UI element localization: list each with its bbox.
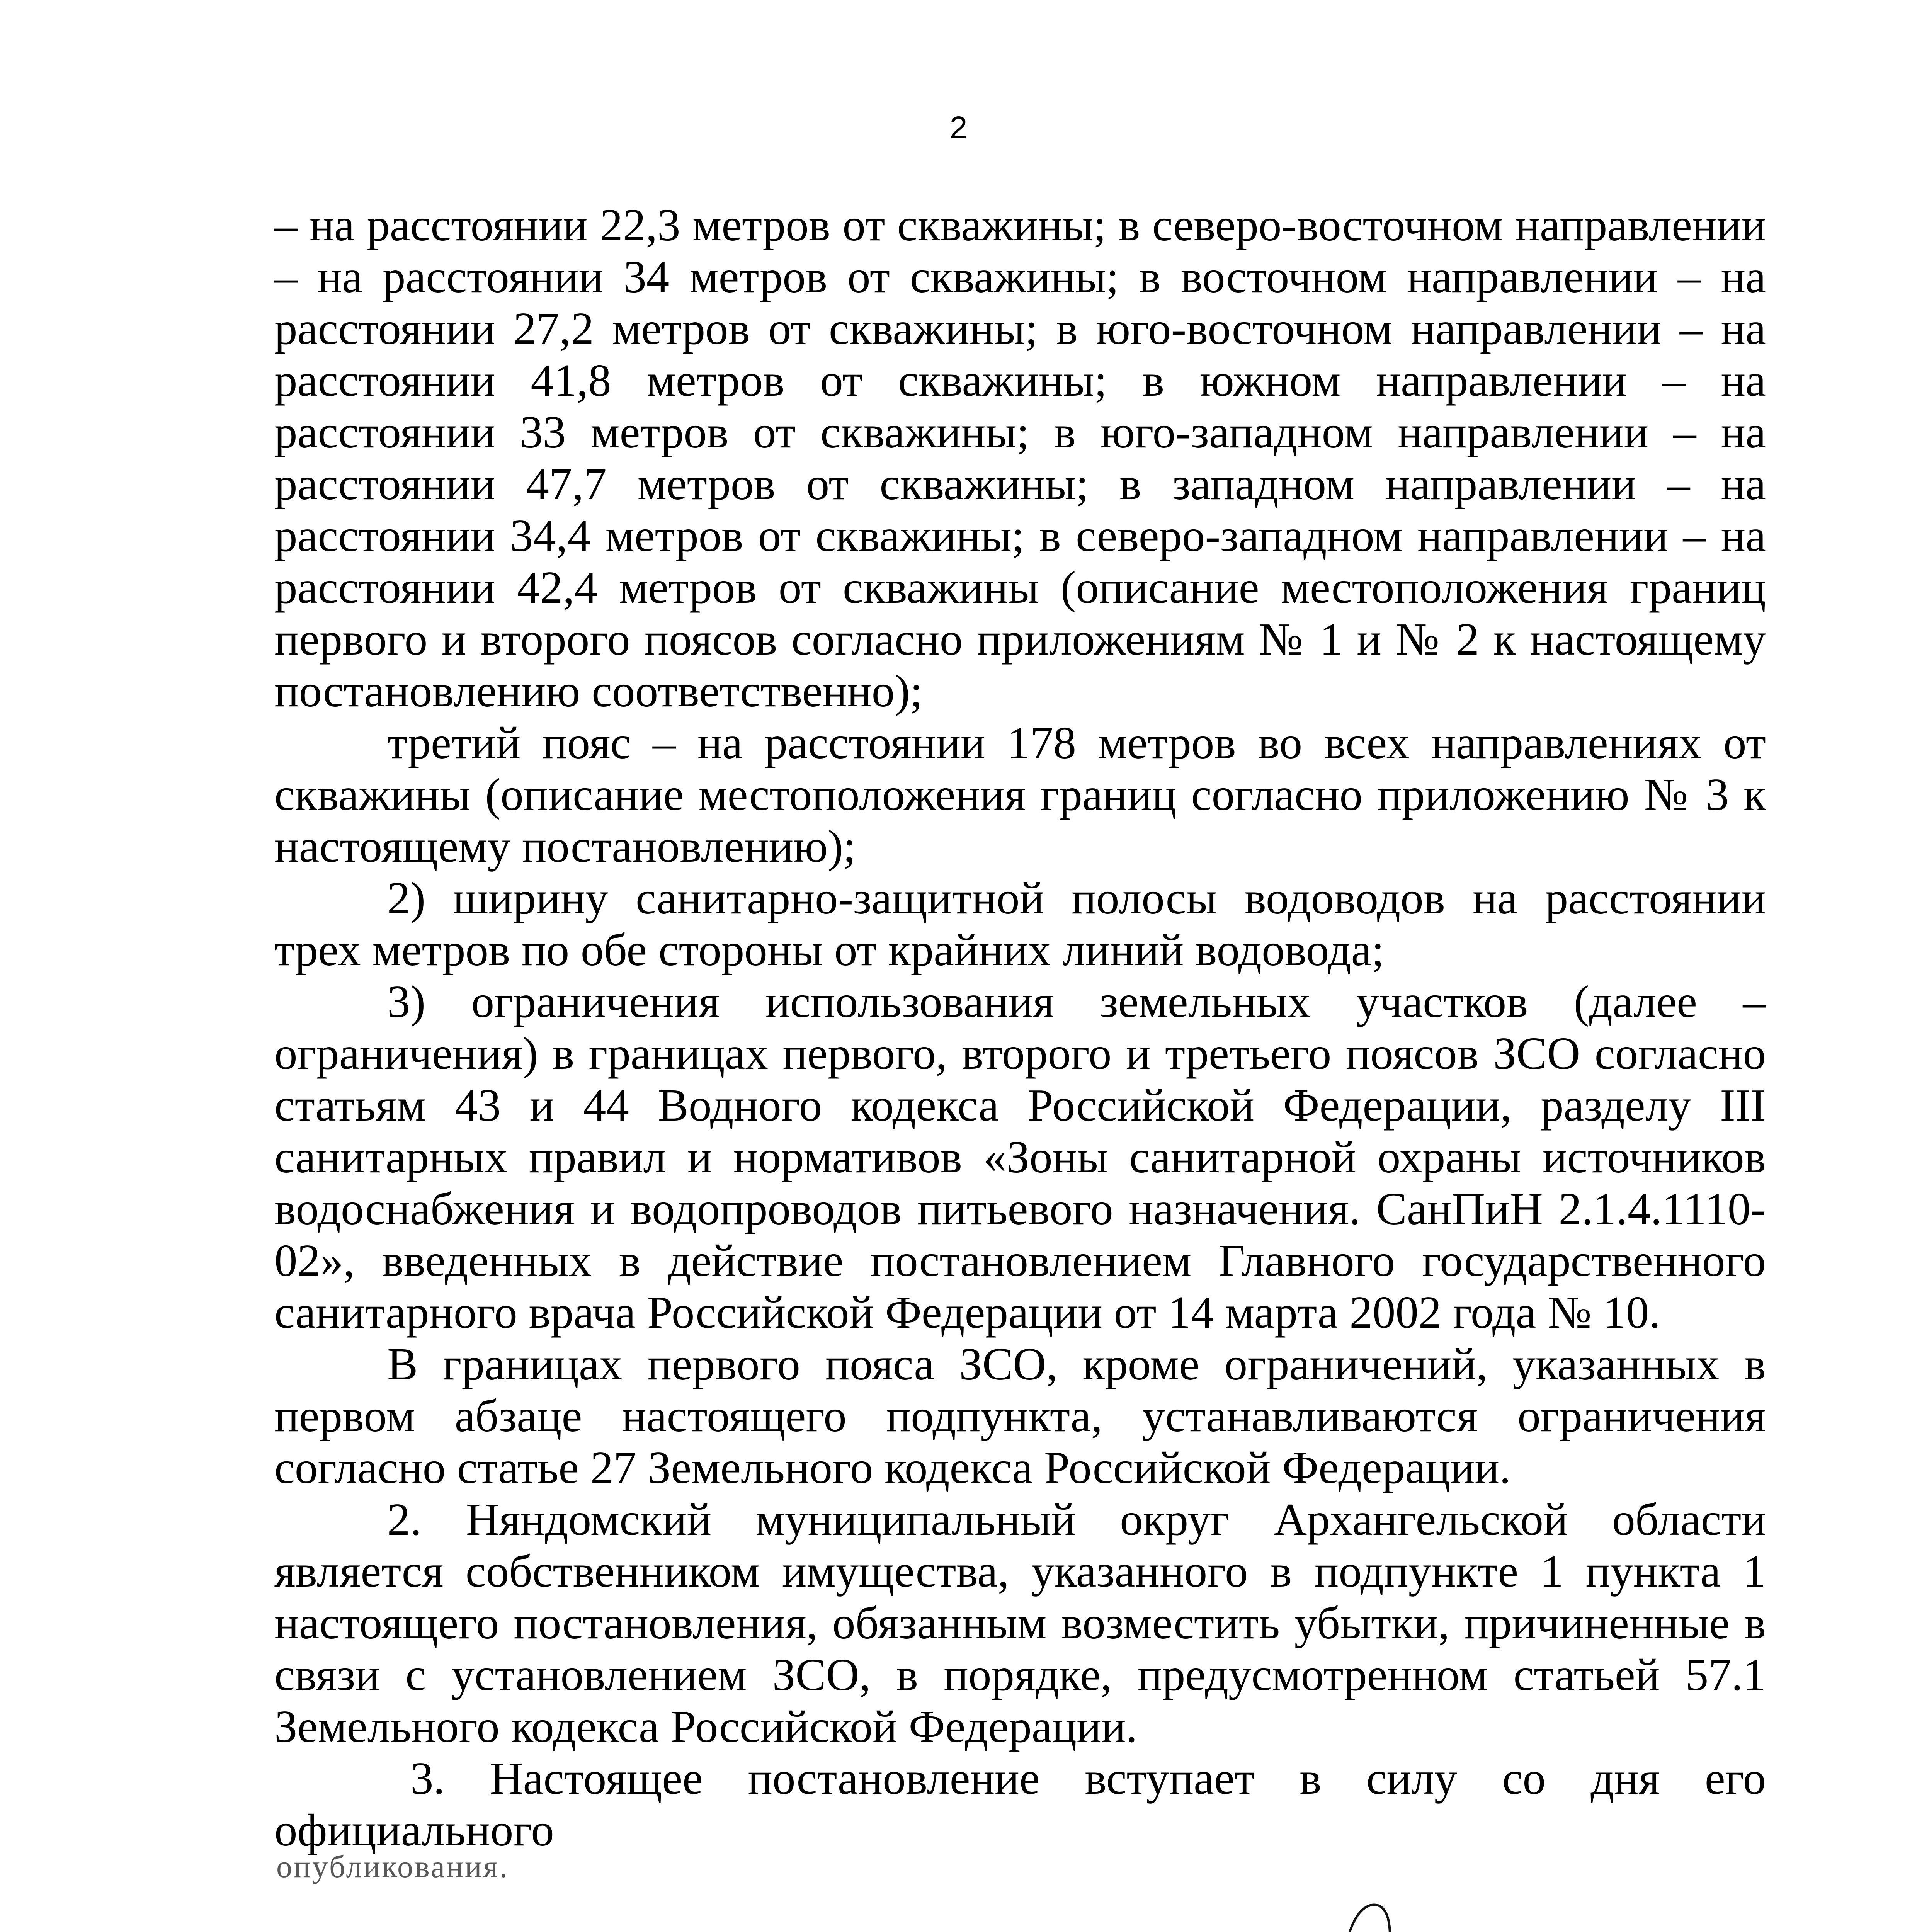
paragraph-first-belt-restrictions: В границах первого пояса ЗСО, кроме ограничений, указанных в первом абзаце настоящего подпункта, устанавливаются ограничения согласно статье 27 Земельного кодекса Российской Федерации. xyxy=(274,1338,1766,1493)
handwritten-signature-icon xyxy=(1121,1882,1422,1932)
paragraph-restrictions: 3) ограничения использования земельных участков (далее – ограничения) в границах первого, второго и третьего поясов ЗСО согласно статьям 43 и 44 Водного кодекса Российской Федерации, разделу III санитарных правил и нормативов «Зоны санитарной охраны источников водоснабжения и водопроводов питьевого назначения. СанПиН 2.1.4.1110-02», введенных в действие постановлением Главного государственного санитарного врача Российской Федерации от 14 марта 2002 года № 10. xyxy=(274,976,1766,1338)
paragraph-third-belt: третий пояс – на расстоянии 178 метров во всех направлениях от скважины (описание местоположения границ согласно приложению № 3 к настоящему постановлению); xyxy=(274,717,1766,872)
paragraph-effective-date: 3. Настоящее постановление вступает в силу со дня его официального xyxy=(274,1753,1766,1855)
paragraph-distances: – на расстоянии 22,3 метров от скважины; в северо-восточном направлении – на расстоянии 34 метров от скважины; в восточном направлении – на расстоянии 27,2 метров от скважины; в юго-восточном направлении – на расстоянии 41,8 метров от скважины; в южном направлении – на расстоянии 33 метров от скважины; в юго-западном направлении – на расстоянии 47,7 метров от скважины; в западном направлении – на расстоянии 34,4 метров от скважины; в северо-западном направлении – на расстоянии 42,4 метров от скважины (описание местоположения границ первого и второго поясов согласно приложениям № 1 и № 2 к настоящему постановлению соответственно); xyxy=(274,199,1766,716)
effective-date-continuation: опубликования. xyxy=(276,1849,509,1884)
paragraph-owner-compensation: 2. Няндомский муниципальный округ Архангельской области является собственником имущества, указанного в подпункте 1 пункта 1 настоящего постановления, обязанным возместить убытки, причиненные в связи с установлением ЗСО, в порядке, предусмотренном статьей 57.1 Земельного кодекса Российской Федерации. xyxy=(274,1494,1766,1752)
document-body xyxy=(274,199,1766,1856)
paragraph-sanitary-strip: 2) ширину санитарно-защитной полосы водоводов на расстоянии трех метров по обе стороны от крайних линий водовода; xyxy=(274,872,1766,975)
page-number: 2 xyxy=(949,110,968,145)
